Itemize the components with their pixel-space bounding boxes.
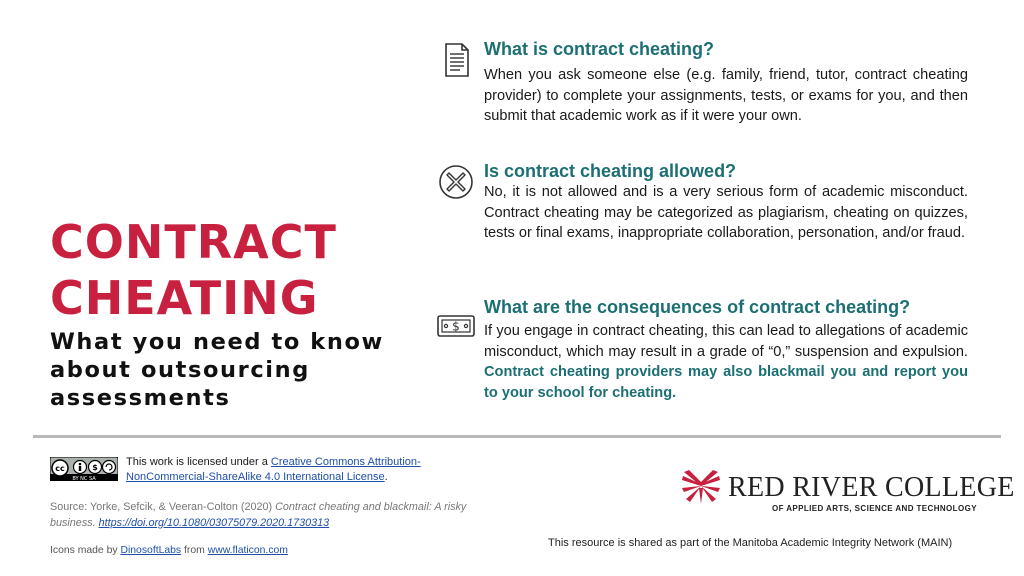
subtitle-line-2: about outsourcing	[50, 357, 310, 383]
source-prefix: Source: Yorke, Sefcik, & Veeran-Colton (2020)	[50, 501, 276, 513]
svg-text:cc: cc	[55, 464, 65, 473]
cross-circle-icon	[436, 162, 476, 202]
section-body: No, it is not allowed and is a very serious form of academic misconduct. Contract cheating may be categorized as plagiarism, cheating on quizzes, tests or final exams, inappropriate collaboration, personation, and/or fraud.	[484, 184, 968, 242]
icons-prefix: Icons made by	[50, 545, 121, 556]
icons-credit	[50, 545, 288, 556]
svg-text:$: $	[92, 463, 98, 472]
cc-license-badge-icon	[50, 457, 118, 481]
college-tagline: OF APPLIED ARTS, SCIENCE AND TECHNOLOGY	[772, 504, 977, 513]
section-heading: Is contract cheating allowed?	[484, 161, 737, 181]
section-body: When you ask someone else (e.g. family, friend, tutor, contract cheating provider) to complete your assignments, tests, or exams for you, and then submit that academic work as if it were your own.	[484, 67, 968, 125]
license-link[interactable]: Creative Commons Attribution-NonCommercial-ShareAlike 4.0 International License	[126, 456, 421, 483]
title-block	[50, 214, 430, 410]
section-body-text: If you engage in contract cheating, this can lead to allegations of academic misconduct, which may result in a grade of “0,” suspension and expulsion.	[484, 323, 968, 360]
cc-badge-text: BY NC SA	[72, 476, 96, 481]
icons-site-link[interactable]: www.flaticon.com	[207, 545, 288, 556]
title-line-2: CHEATING	[50, 271, 319, 325]
shared-statement: This resource is shared as part of the Manitoba Academic Integrity Network (MAIN)	[548, 537, 953, 549]
icons-mid: from	[181, 545, 208, 556]
title-line-1: CONTRACT	[50, 215, 337, 269]
svg-text:$: $	[452, 319, 460, 334]
license-suffix: .	[384, 471, 388, 483]
source-doi-link[interactable]: https://doi.org/10.1080/03075079.2020.1730313	[98, 516, 330, 529]
red-river-college-logo-icon	[680, 466, 722, 506]
section-heading: What is contract cheating?	[484, 39, 715, 59]
icons-author-link[interactable]: DinosoftLabs	[120, 545, 182, 556]
section-body	[484, 321, 968, 403]
source-title: Contract cheating and blackmail: A risky business.	[50, 501, 467, 529]
footer-divider	[33, 435, 1001, 438]
section-heading: What are the consequences of contract cheating?	[484, 297, 911, 317]
license-prefix: This work is licensed under a	[126, 456, 271, 468]
license-text	[126, 455, 466, 485]
subtitle-line-1: What you need to know	[50, 329, 384, 355]
subtitle-line-3: assessments	[50, 385, 231, 411]
college-name: RED RIVER COLLEGE	[728, 472, 1015, 503]
document-icon	[436, 40, 476, 80]
section-body-emphasis: Contract cheating providers may also blackmail you and report you to your school for cheating.	[484, 364, 968, 401]
money-icon	[436, 306, 476, 346]
source-citation	[50, 500, 480, 531]
